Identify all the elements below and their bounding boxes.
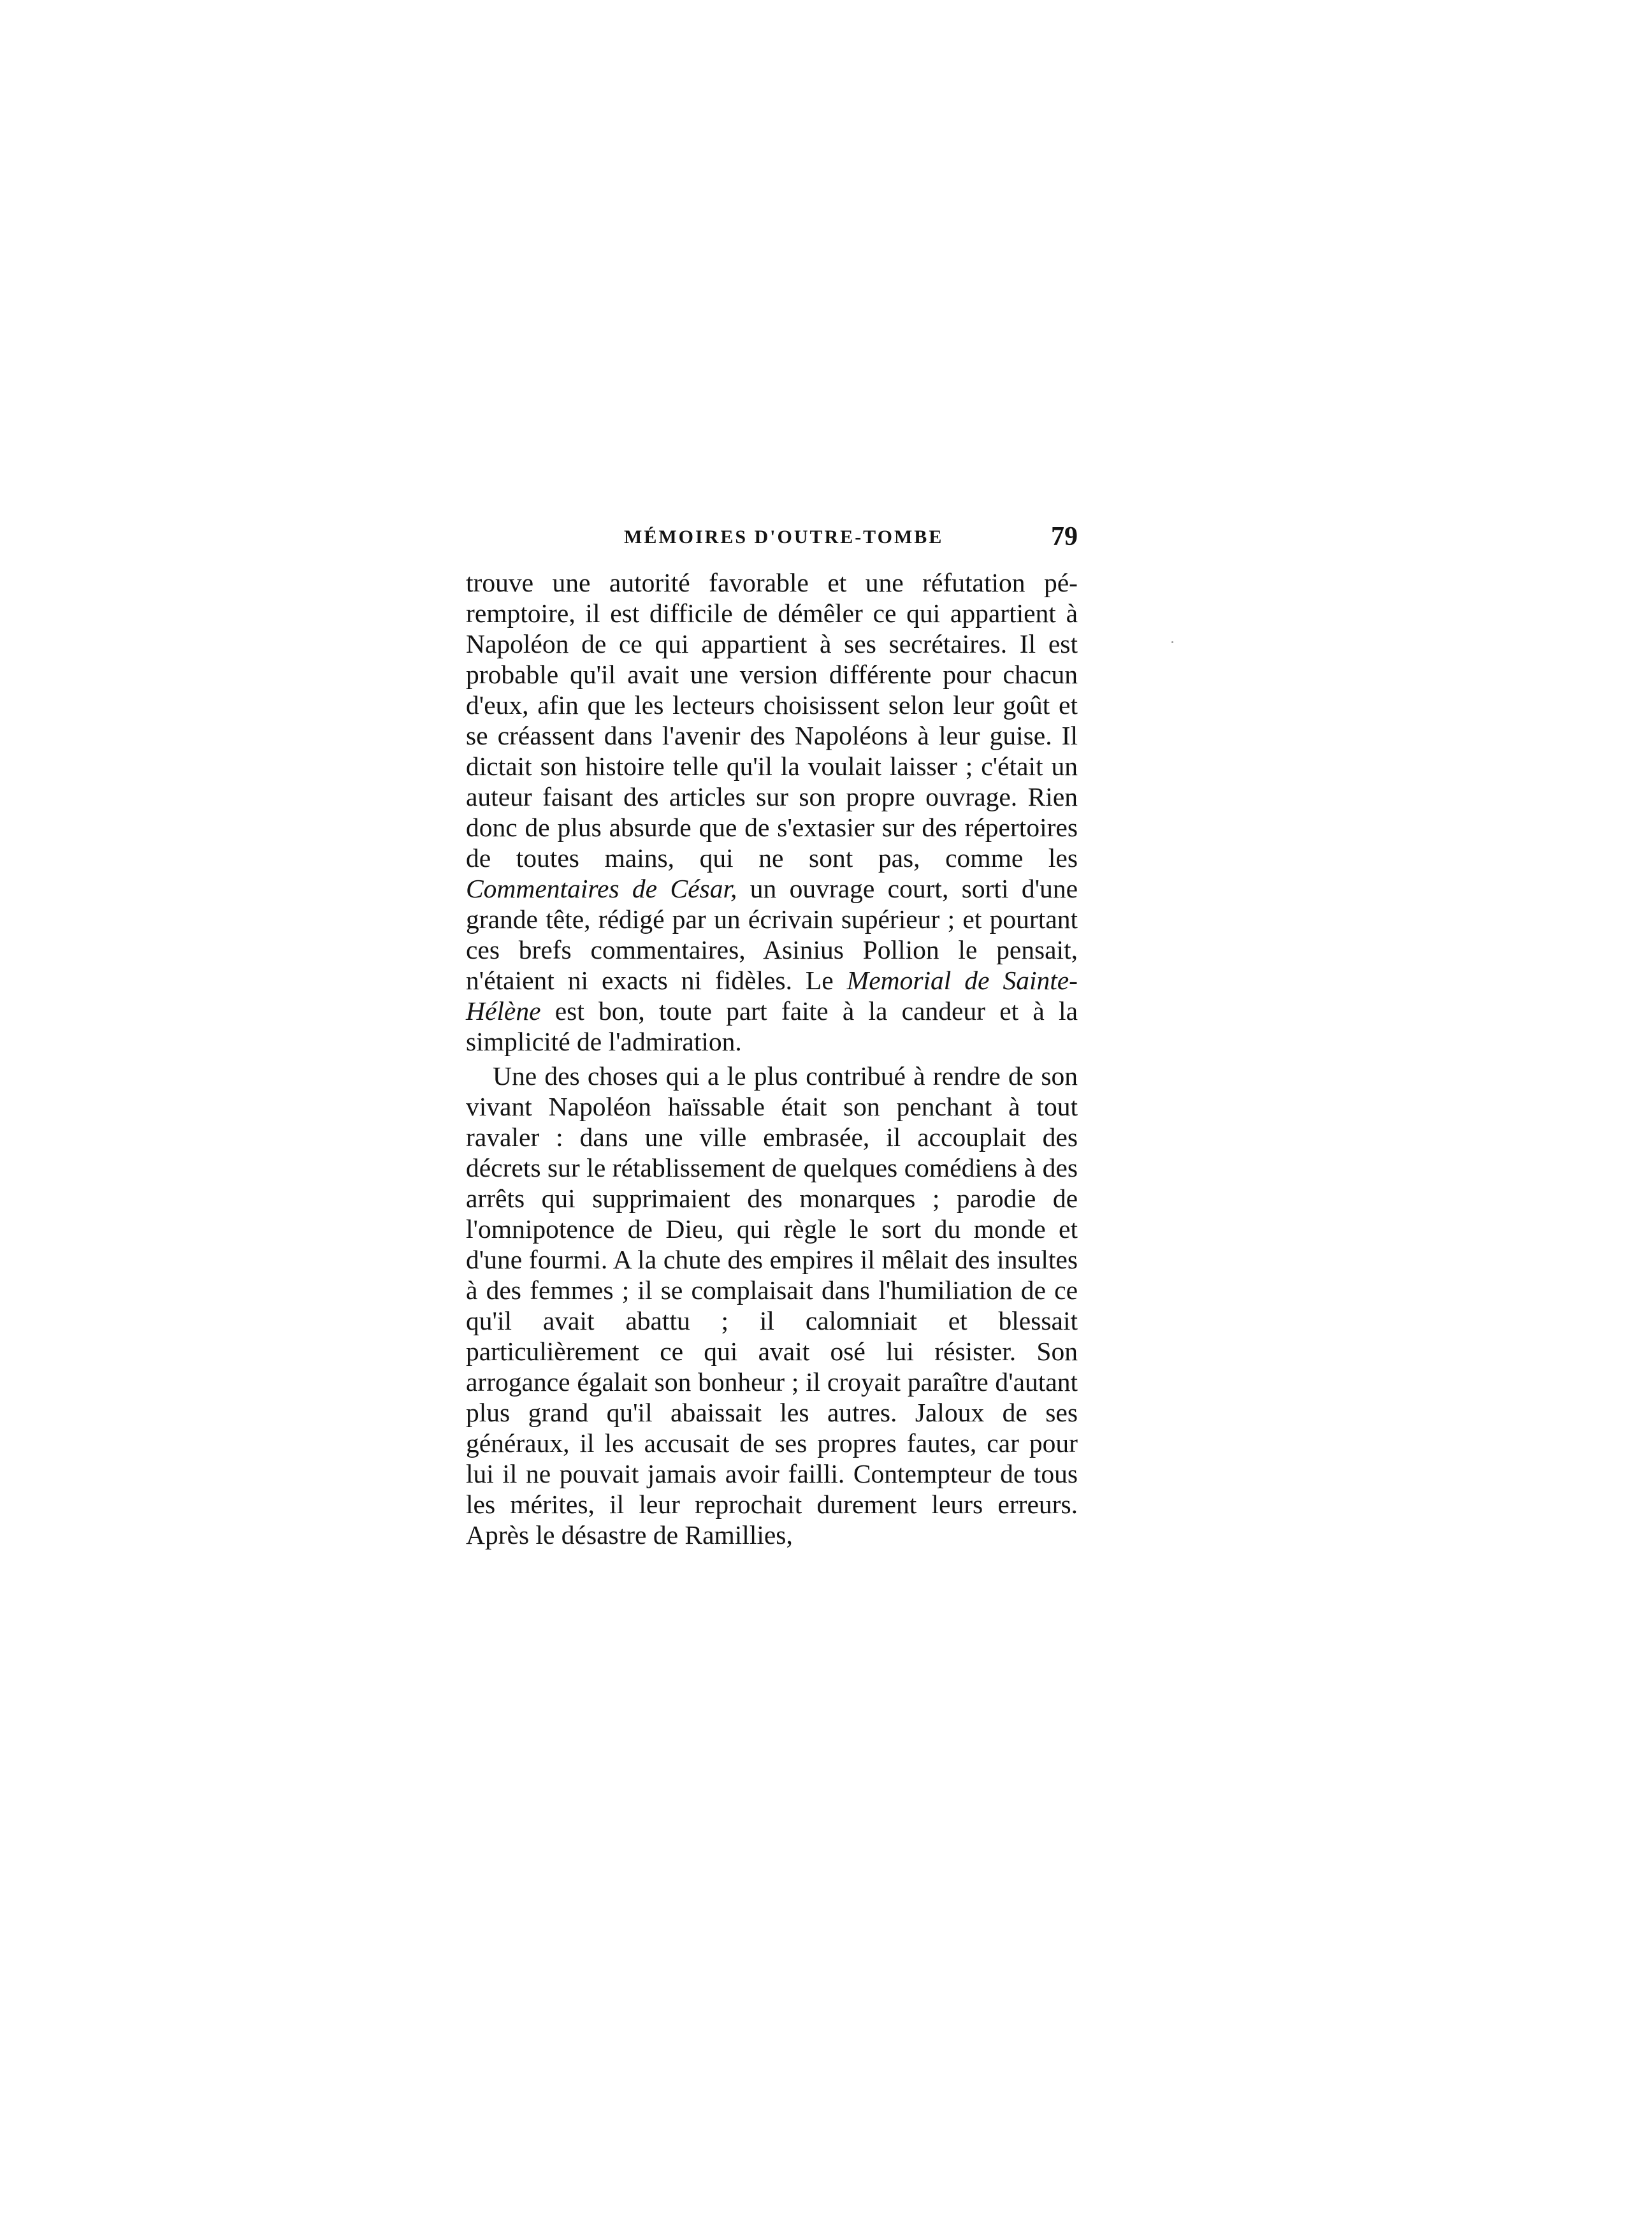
paragraph-1-text-c: est bon, toute part faite à la candeur et à la simplicité de l'admiration. — [466, 996, 1078, 1056]
italic-title-memorial: Memorial de Sainte-Hélène — [466, 966, 1078, 1026]
paragraph-1-text-a: trouve une autorité favorable et une réfutation péremptoire, il est difficile de démêler ce qui appartient à Napoléon de ce qui appartient à ses secrétaires. Il est probable qu'il avait une version différente pour chacun d'eux, afin que les lecteurs choisissent selon leur goût et se créassent dans l'avenir des Napoléons à leur guise. Il dictait son histoire telle qu'il la voulait laisser ; c'était un auteur faisant des articles sur son propre ouvrage. Rien donc de plus absurde que de s'extasier sur des répertoires de toutes mains, qui ne sont pas, comme les — [466, 568, 1078, 873]
paragraph-2: Une des choses qui a le plus contribué à rendre de son vivant Napoléon haïssable était son penchant à tout ravaler : dans une ville embrasée, il accouplait des décrets sur le rétablissement de quelques comédiens à des arrêts qui supprimaient des monarques ; parodie de l'omnipotence de Dieu, qui règle le sort du monde et d'une fourmi. A la chute des empires il mêlait des insultes à des femmes ; il se complaisait dans l'humiliation de ce qu'il avait abattu ; il calomniait et blessait particulièrement ce qui avait osé lui résister. Son arrogance égalait son bonheur ; il croyait paraître d'autant plus grand qu'il abaissait les autres. Jaloux de ses généraux, il les accusait de ses propres fautes, car pour lui il ne pouvait jamais avoir failli. Contempteur de tous les mérites, il leur reprochait durement leurs erreurs. Après le désastre de Ramillies, — [466, 1061, 1078, 1550]
running-title: MÉMOIRES D'OUTRE-TOMBE — [624, 526, 944, 548]
paragraph-1-text-b: un ouvrage court, sorti d'une grande tête, rédigé par un écrivain supérieur ; et pourtant ces brefs commentaires, Asinius Pollion le pensait, n'étaient ni exacts ni fidèles. Le — [466, 874, 1078, 995]
running-head — [466, 521, 1078, 560]
body-text — [466, 567, 1078, 1550]
paragraph-1 — [466, 567, 1078, 1057]
scan-speck — [1171, 641, 1173, 643]
italic-title-commentaires: Commentaires de César, — [466, 874, 737, 903]
page-number: 79 — [1051, 522, 1078, 551]
